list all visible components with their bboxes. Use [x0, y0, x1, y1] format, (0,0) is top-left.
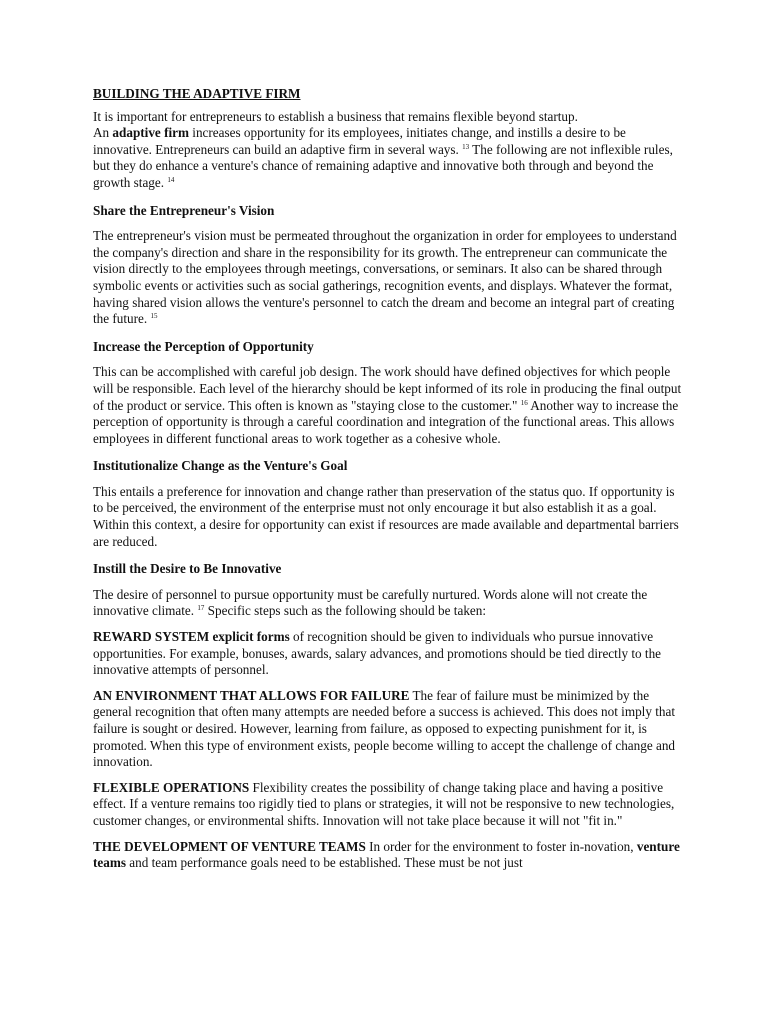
section-heading: Institutionalize Change as the Venture's Goal: [93, 458, 348, 474]
intro-bold-term: adaptive firm: [112, 125, 189, 141]
footnote-ref: 13: [462, 142, 470, 151]
section-paragraph: [93, 228, 683, 328]
step-reward-system: [93, 629, 683, 679]
section-heading: Instill the Desire to Be Innovative: [93, 561, 282, 577]
section-heading: Share the Entrepreneur's Vision: [93, 202, 275, 218]
section-text: The entrepreneur's vision must be permeated throughout the organization in order for employees to understand the company's direction and share in the responsibility for its growth. The entrepreneur can communicate the vision directly to the employees through meetings, conversations, or seminars. It also can be shared through symbolic events or activities such as social gatherings, recognition events, and displays. Whatever the format, having shared vision allows the venture's personnel to catch the dream and become an integral part of creating the future.: [93, 228, 677, 327]
step-bold-term: venture teams: [93, 838, 680, 871]
step-heading: REWARD SYSTEM explicit forms: [93, 629, 290, 645]
step-text: Flexibility creates the possibility of change taking place and having a positive effect. If a venture remains too rigidly tied to plans or strategies, it will not be responsive to new technologies, customer changes, or environmental shifts. Innovation will not take place because it will not "fit in.": [93, 779, 675, 828]
step-heading: AN ENVIRONMENT THAT ALLOWS FOR FAILURE: [93, 687, 410, 703]
section-text: This can be accomplished with careful job design. The work should have defined objectives for which people will be responsible. Each level of the hierarchy should be kept informed of its role in producing the final output of the product or service. This often is known as "staying close to the customer.": [93, 364, 682, 413]
footnote-ref: 15: [150, 312, 158, 321]
step-text: In order for the environment to foster in-novation,: [365, 838, 637, 854]
section-paragraph: This entails a preference for innovation and change rather than preservation of the status quo. If opportunity is to be perceived, the environment of the enterprise must not only encourage it but also establish it as a goal. Within this context, a desire for opportunity can exist if resources are made available and departmental barriers are reduced.: [93, 483, 679, 549]
document-body: [93, 86, 683, 872]
step-heading: FLEXIBLE OPERATIONS: [93, 779, 250, 795]
intro-text-a: An: [93, 125, 113, 141]
intro-paragraph: [93, 109, 683, 192]
document-title: BUILDING THE ADAPTIVE FIRM: [93, 86, 301, 101]
step-failure-environment: [93, 688, 683, 771]
footnote-ref: 17: [197, 604, 205, 613]
intro-sentence-1: It is important for entrepreneurs to establish a business that remains flexible beyond startup.: [93, 108, 578, 124]
footnote-ref: 14: [167, 175, 175, 184]
step-flexible-operations: [93, 780, 683, 830]
section-paragraph: [93, 364, 683, 447]
section-text: Another way to increase the perception of opportunity is through a careful coordination and integration of the functional areas. This allows employees in different functional areas to work together as a cohesive whole.: [93, 397, 679, 446]
footnote-ref: 16: [520, 398, 528, 407]
intro-text-c: The following are not inflexible rules, but they do enhance a venture's chance of remaining adaptive and innovative both through and beyond the growth stage.: [93, 141, 673, 190]
step-heading: THE DEVELOPMENT OF VENTURE TEAMS: [93, 838, 366, 854]
section-heading: Increase the Perception of Opportunity: [93, 338, 314, 354]
step-text: The fear of failure must be minimized by the general recognition that often many attempts are needed before a success is achieved. This does not imply that failure is sought or desired. However, learning from failure, as opposed to expecting punishment for it, is promoted. When this type of environment exists, people become willing to accept the challenge of change and innovation.: [93, 687, 676, 770]
section-text: Specific steps such as the following should be taken:: [204, 603, 487, 619]
section-text: The desire of personnel to pursue opportunity must be carefully nurtured. Words alone will not create the innovative climate.: [93, 586, 648, 619]
step-text: of recognition should be given to individuals who pursue innovative opportunities. For example, bonuses, awards, salary advances, and promotions should be tied directly to the innovative attempts of personnel.: [93, 629, 662, 678]
section-paragraph: [93, 587, 683, 620]
step-venture-teams: [93, 839, 683, 872]
intro-text-b: increases opportunity for its employees, initiates change, and instills a desire to be innovative. Entrepreneurs can build an adaptive firm in several ways.: [93, 125, 626, 157]
step-text: and team performance goals need to be established. These must be not just: [125, 855, 523, 871]
